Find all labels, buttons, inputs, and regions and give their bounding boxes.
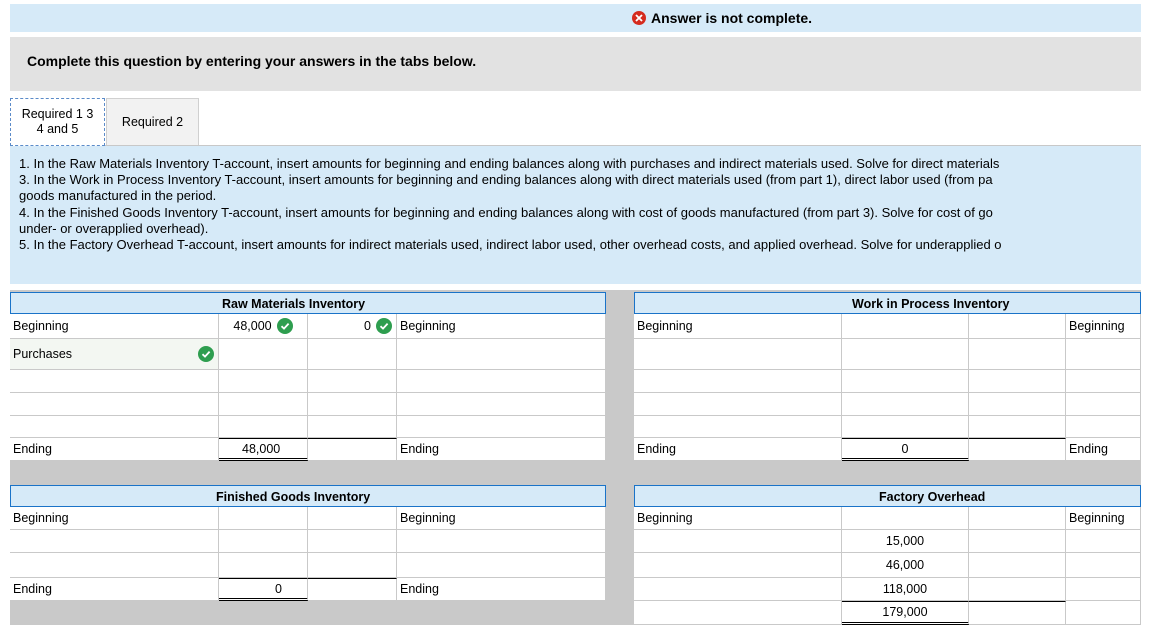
requirement-line: 1. In the Raw Materials Inventory T-account, insert amounts for beginning and ending balances along with purchases and indirect materials used. Solve for direct materials bbox=[19, 156, 1000, 171]
rm-row-left-label[interactable] bbox=[10, 370, 219, 393]
wip-row-right-label[interactable] bbox=[1066, 370, 1141, 393]
rm-ending-credit-value bbox=[308, 438, 397, 461]
check-icon bbox=[376, 318, 392, 334]
rm-ending-label: Ending bbox=[10, 438, 219, 461]
rm-row-debit-input[interactable] bbox=[219, 370, 308, 393]
wip-row-debit-input[interactable] bbox=[842, 339, 969, 370]
foh-row-right-label[interactable] bbox=[1066, 530, 1141, 553]
tab-label: Required 1 3 4 and 5 bbox=[21, 107, 94, 136]
rm-row-debit-input[interactable] bbox=[219, 416, 308, 438]
rm-beginning-credit-value: 0 bbox=[364, 319, 371, 333]
instruction-banner bbox=[10, 37, 1141, 91]
fg-row-left-label[interactable] bbox=[10, 530, 219, 553]
foh-row-credit-input[interactable] bbox=[969, 578, 1066, 601]
rm-right-ending-label: Ending bbox=[397, 438, 606, 461]
wip-row-right-label[interactable] bbox=[1066, 416, 1141, 438]
wip-beginning-label: Beginning bbox=[634, 314, 842, 339]
fg-row-debit-input[interactable] bbox=[219, 553, 308, 578]
wip-row-credit-input[interactable] bbox=[969, 416, 1066, 438]
fg-ending-debit-value: 0 bbox=[219, 578, 308, 601]
wip-header bbox=[634, 292, 1141, 314]
answer-status-bar bbox=[10, 4, 1141, 32]
requirement-line: 5. In the Factory Overhead T-account, insert amounts for indirect materials used, indirect labor used, other overhead costs, and applied overhead. Solve for underapplied o bbox=[19, 237, 1002, 253]
wip-ending-label: Ending bbox=[634, 438, 842, 461]
check-icon bbox=[277, 318, 293, 334]
rm-row-left-label[interactable] bbox=[10, 416, 219, 438]
tab-required-1-3-4-5[interactable] bbox=[10, 98, 105, 146]
requirements-text bbox=[10, 145, 1141, 284]
fg-ending-credit-value bbox=[308, 578, 397, 601]
wip-row-debit-input[interactable] bbox=[842, 416, 969, 438]
wip-title: Work in Process Inventory bbox=[852, 297, 1010, 311]
finished-goods-title: Finished Goods Inventory bbox=[216, 490, 371, 504]
foh-row-left-label[interactable] bbox=[634, 530, 842, 553]
foh-beginning-debit-input[interactable] bbox=[842, 507, 969, 530]
rm-purchases-debit-input[interactable] bbox=[219, 339, 308, 370]
tab-label: Required 2 bbox=[121, 115, 184, 129]
foh-row-left-label[interactable] bbox=[634, 578, 842, 601]
foh-right-beginning-label: Beginning bbox=[1066, 507, 1141, 530]
rm-purchases-label: Purchases bbox=[13, 347, 73, 361]
requirement-line: 3. In the Work in Process Inventory T-account, insert amounts for beginning and ending balances along with direct materials used (from part 1), direct labor used (from pa bbox=[19, 172, 993, 188]
rm-row-right-label[interactable] bbox=[397, 416, 606, 438]
requirement-line: 4. In the Finished Goods Inventory T-account, insert amounts for beginning and ending balances along with cost of goods manufactured (from part 3). Solve for cost of go bbox=[19, 204, 993, 220]
error-icon bbox=[632, 11, 646, 25]
rm-row-credit-input[interactable] bbox=[308, 416, 397, 438]
wip-right-ending-label: Ending bbox=[1066, 438, 1141, 461]
rm-ending-debit-value: 48,000 bbox=[219, 438, 308, 461]
tab-required-2[interactable] bbox=[106, 98, 199, 146]
factory-overhead-title: Factory Overhead bbox=[879, 490, 986, 504]
rm-beginning-credit-input[interactable] bbox=[308, 314, 397, 339]
foh-row-credit-input[interactable] bbox=[969, 553, 1066, 578]
requirement-line: goods manufactured in the period. bbox=[19, 188, 217, 204]
wip-row-debit-input[interactable] bbox=[842, 370, 969, 393]
fg-beginning-debit-input[interactable] bbox=[219, 507, 308, 530]
wip-row-credit-input[interactable] bbox=[969, 393, 1066, 416]
rm-row-debit-input[interactable] bbox=[219, 393, 308, 416]
rm-row-right-label[interactable] bbox=[397, 393, 606, 416]
rm-beginning-debit-value: 48,000 bbox=[233, 319, 272, 333]
foh-beginning-credit-input[interactable] bbox=[969, 507, 1066, 530]
factory-overhead-header bbox=[634, 485, 1141, 507]
rm-right-beginning-label: Beginning bbox=[397, 314, 606, 339]
fg-ending-label: Ending bbox=[10, 578, 219, 601]
raw-materials-header bbox=[10, 292, 606, 314]
wip-right-beginning-label: Beginning bbox=[1066, 314, 1141, 339]
status-text: Answer is not complete. bbox=[651, 10, 813, 26]
foh-beginning-label: Beginning bbox=[634, 507, 842, 530]
rm-row-credit-input[interactable] bbox=[308, 339, 397, 370]
rm-row-right-label[interactable] bbox=[397, 370, 606, 393]
wip-row-debit-input[interactable] bbox=[842, 393, 969, 416]
wip-ending-debit-value: 0 bbox=[842, 438, 969, 461]
wip-row-right-label[interactable] bbox=[1066, 393, 1141, 416]
foh-total-left-label bbox=[634, 601, 842, 625]
foh-row-right-label[interactable] bbox=[1066, 578, 1141, 601]
fg-beginning-label: Beginning bbox=[10, 507, 219, 530]
foh-total-right-label bbox=[1066, 601, 1141, 625]
rm-row-left-label[interactable] bbox=[10, 393, 219, 416]
fg-row-right-label[interactable] bbox=[397, 553, 606, 578]
foh-debit-total: 179,000 bbox=[842, 601, 969, 625]
fg-row-right-label[interactable] bbox=[397, 530, 606, 553]
rm-beginning-debit-input[interactable] bbox=[219, 314, 308, 339]
fg-row-debit-input[interactable] bbox=[219, 530, 308, 553]
wip-beginning-debit-input[interactable] bbox=[842, 314, 969, 339]
wip-row-right-label[interactable] bbox=[1066, 339, 1141, 370]
fg-row-credit-input[interactable] bbox=[308, 553, 397, 578]
wip-beginning-credit-input[interactable] bbox=[969, 314, 1066, 339]
check-icon bbox=[198, 346, 214, 362]
fg-right-beginning-label: Beginning bbox=[397, 507, 606, 530]
requirement-line: under- or overapplied overhead). bbox=[19, 220, 209, 236]
wip-row-credit-input[interactable] bbox=[969, 370, 1066, 393]
foh-debit-entry[interactable]: 15,000 bbox=[842, 530, 969, 553]
foh-row-credit-input[interactable] bbox=[969, 530, 1066, 553]
rm-beginning-label: Beginning bbox=[10, 314, 219, 339]
foh-debit-entry[interactable]: 46,000 bbox=[842, 553, 969, 578]
rm-purchases-label-select[interactable] bbox=[10, 339, 219, 370]
wip-row-left-label[interactable] bbox=[634, 416, 842, 438]
rm-row-credit-input[interactable] bbox=[308, 370, 397, 393]
wip-row-left-label[interactable] bbox=[634, 393, 842, 416]
panel-divider bbox=[607, 290, 634, 625]
wip-row-left-label[interactable] bbox=[634, 370, 842, 393]
fg-beginning-credit-input[interactable] bbox=[308, 507, 397, 530]
foh-credit-total bbox=[969, 601, 1066, 625]
rm-row-right-label[interactable] bbox=[397, 339, 606, 370]
fg-row-left-label[interactable] bbox=[10, 553, 219, 578]
wip-ending-credit-value bbox=[969, 438, 1066, 461]
fg-row-credit-input[interactable] bbox=[308, 530, 397, 553]
instruction-text: Complete this question by entering your answers in the tabs below. bbox=[27, 53, 477, 69]
raw-materials-title: Raw Materials Inventory bbox=[222, 297, 366, 311]
wip-row-left-label[interactable] bbox=[634, 339, 842, 370]
wip-row-credit-input[interactable] bbox=[969, 339, 1066, 370]
finished-goods-header bbox=[10, 485, 606, 507]
foh-row-right-label[interactable] bbox=[1066, 553, 1141, 578]
fg-right-ending-label: Ending bbox=[397, 578, 606, 601]
foh-row-left-label[interactable] bbox=[634, 553, 842, 578]
rm-row-credit-input[interactable] bbox=[308, 393, 397, 416]
foh-debit-entry[interactable]: 118,000 bbox=[842, 578, 969, 601]
